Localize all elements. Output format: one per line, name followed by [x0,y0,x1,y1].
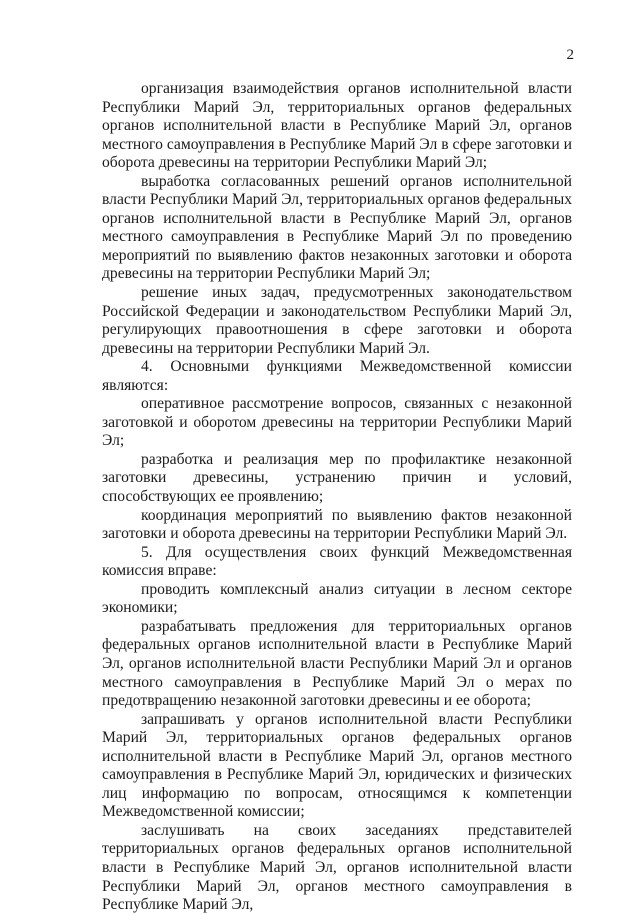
paragraph-function-coordination: координация мероприятий по выявлению фактов незаконной заготовки и оборота древесины на территории Республики Марий Эл. [102,506,572,543]
paragraph-functions-heading: 4. Основными функциями Межведомственной комиссии являются: [102,358,572,394]
paragraph-right-proposals: разрабатывать предложения для территориальных органов федеральных органов исполнительной власти в Республике Марий Эл, органов исполнительной власти Республики Марий Эл и органов местного самоуправления в Республике Марий Эл о мерах по предотвращению незаконной заготовки древесины и ее оборота; [102,617,572,710]
paragraph-function-prevention: разработка и реализация мер по профилактике незаконной заготовки древесины, устранению причин и условий, способствующих ее проявлению; [102,450,572,506]
paragraph-right-requests: запрашивать у органов исполнительной власти Республики Марий Эл, территориальных органов федеральных органов исполнительной власти в Республике Марий Эл, органов местного самоуправления в Республике Марий Эл, юридических и физических лиц информацию по вопросам, относящимся к компетенции Межведомственной комиссии; [102,710,572,821]
paragraph-rights-heading: 5. Для осуществления своих функций Межведомственная комиссия вправе: [102,543,572,580]
paragraph-right-analysis: проводить комплексный анализ ситуации в лесном секторе экономики; [102,580,572,617]
paragraph-function-review: оперативное рассмотрение вопросов, связанных с незаконной заготовкой и оборотом древесины на территории Республики Марий Эл; [102,395,572,450]
page-number: 2 [566,47,574,63]
paragraph-task-coordinated-decisions: выработка согласованных решений органов исполнительной власти Республики Марий Эл, территориальных органов федеральных органов исполнительной власти в Республике Марий Эл, органов местного самоуправления в Республике Марий Эл по проведению мероприятий по выявлению фактов незаконных заготовки и оборота древесины на территории Республики Марий Эл; [102,172,572,283]
paragraph-task-interaction: организация взаимодействия органов исполнительной власти Республики Марий Эл, территориальных органов федеральных органов исполнительной власти в Республике Марий Эл, органов местного самоуправления в Республике Марий Эл в сфере заготовки и оборота древесины на территории Республики Марий Эл; [102,80,572,172]
paragraph-task-other: решение иных задач, предусмотренных законодательством Российской Федерации и законодательством Республики Марий Эл, регулирующих правоотношения в сфере заготовки и оборота древесины на территории Республики Марий Эл. [102,284,572,357]
document-body [102,80,572,915]
paragraph-right-hearings: заслушивать на своих заседаниях представителей территориальных органов федеральных органов исполнительной власти в Республике Марий Эл, органов исполнительной власти Республики Марий Эл, органов местного самоуправления в Республике Марий Эл, [102,821,572,914]
